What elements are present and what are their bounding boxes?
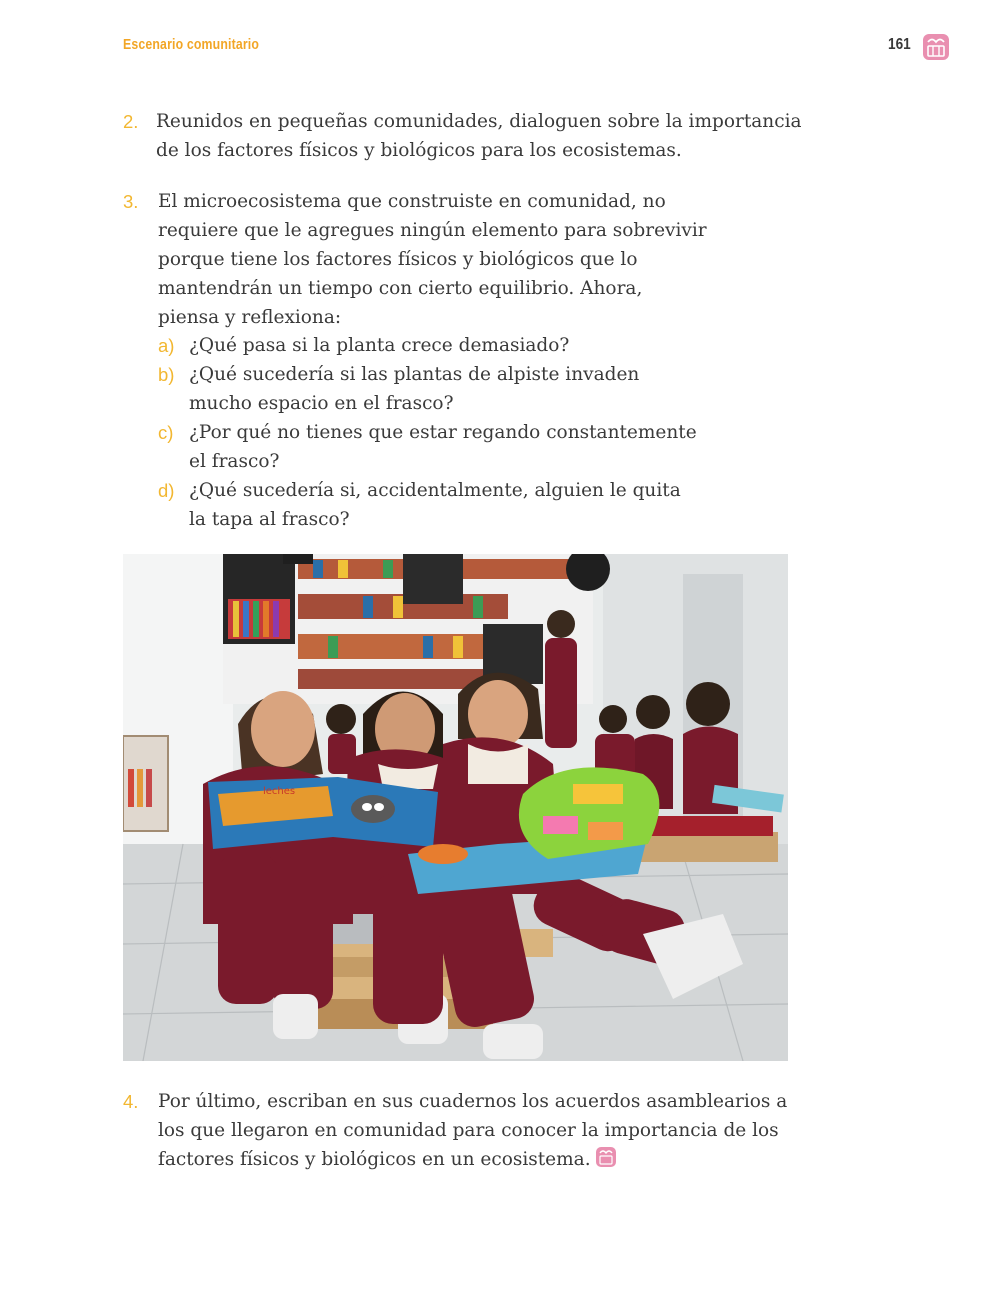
question-a — [158, 331, 798, 360]
item-number: 3. — [123, 191, 139, 212]
activity-item-3 — [123, 187, 863, 332]
item-text-line: los que llegaron en comunidad para conocer la importancia de los — [158, 1120, 779, 1141]
question-letter: a) — [158, 335, 175, 356]
question-text: ¿Qué sucedería si las plantas de alpiste invaden — [189, 364, 640, 385]
community-glyph-icon — [922, 33, 950, 61]
page-number: 161 — [888, 36, 911, 53]
item-text-line: Por último, escriban en sus cuadernos los acuerdos asamblearios a — [158, 1091, 788, 1112]
item-number: 2. — [123, 111, 139, 132]
standing-child — [545, 610, 577, 748]
book-title: leches — [263, 786, 296, 797]
question-text: ¿Por qué no tienes que estar regando constantemente — [189, 422, 697, 443]
activity-item-4 — [123, 1087, 863, 1174]
item-text-line: piensa y reflexiona: — [158, 307, 342, 328]
item-text-line: mantendrán un tiempo con cierto equilibrio. Ahora, — [158, 278, 643, 299]
activity-item-2 — [123, 107, 863, 165]
item-text-line: Reunidos en pequeñas comunidades, dialoguen sobre la importancia — [156, 111, 802, 132]
question-text: ¿Qué sucedería si, accidentalmente, alguien le quita — [189, 480, 681, 501]
question-text: ¿Qué pasa si la planta crece demasiado? — [189, 335, 570, 356]
end-of-activity-icon — [595, 1146, 617, 1168]
children-reading-photo — [123, 554, 788, 1061]
item-text-line: requiere que le agregues ningún elemento para sobrevivir — [158, 220, 707, 241]
question-c — [158, 418, 798, 476]
item-number: 4. — [123, 1091, 139, 1112]
question-letter: b) — [158, 364, 175, 385]
item-text-line: El microecosistema que construiste en comunidad, no — [158, 191, 666, 212]
question-text: el frasco? — [189, 451, 280, 472]
question-b — [158, 360, 798, 418]
item-text-line: de los factores físicos y biológicos para los ecosistemas. — [156, 140, 682, 161]
question-d — [158, 476, 798, 534]
question-letter: c) — [158, 422, 174, 443]
question-text: la tapa al frasco? — [189, 509, 350, 530]
section-title: Escenario comunitario — [123, 36, 260, 53]
question-letter: d) — [158, 480, 175, 501]
item-text-line: factores físicos y biológicos en un ecosistema. — [158, 1149, 591, 1170]
item-text-line: porque tiene los factores físicos y biológicos que lo — [158, 249, 638, 270]
question-text: mucho espacio en el frasco? — [189, 393, 454, 414]
